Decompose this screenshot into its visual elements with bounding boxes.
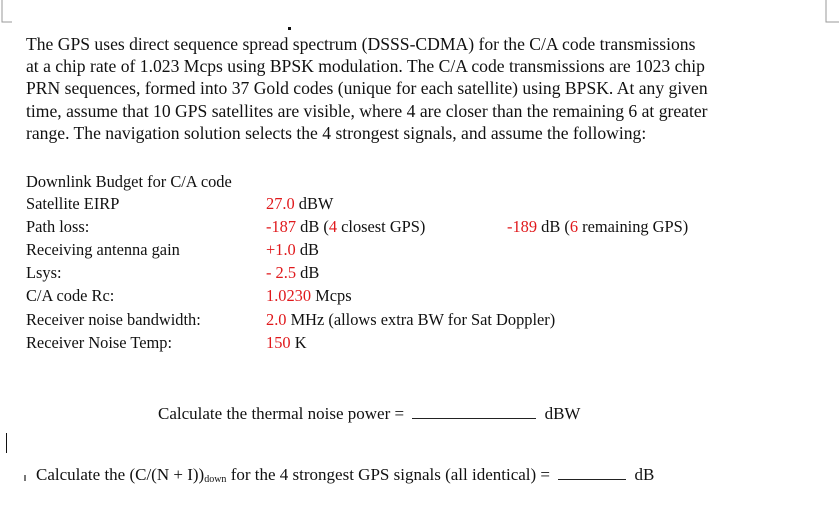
question-cni-subscript: down: [204, 474, 227, 485]
noise-temp-value: [266, 333, 307, 353]
noise-temp-unit: K: [290, 333, 307, 352]
path-loss-label: Path loss:: [26, 217, 90, 236]
path-loss-far-value: [507, 217, 688, 237]
question-cni: [36, 465, 654, 485]
lsys-unit: dB: [296, 263, 320, 282]
path-loss-far-number: -189: [507, 217, 538, 236]
text-cursor: [6, 433, 7, 453]
paragraph-line: The GPS uses direct sequence spread spectrum (DSSS-CDMA) for the C/A code transmissions: [26, 34, 696, 54]
antenna-gain-number: +1.0: [266, 240, 296, 259]
path-loss-close-number: -187: [266, 217, 297, 236]
lsys-label: Lsys:: [26, 263, 62, 282]
path-loss-close-tail: closest GPS): [337, 217, 426, 236]
paragraph-line: time, assume that 10 GPS satellites are visible, where 4 are closer than the remaining 6 at greater: [26, 100, 708, 121]
question-thermal-noise-text: Calculate the thermal noise power =: [158, 404, 405, 423]
crop-mark-top-right: [822, 0, 839, 26]
chip-rate-label: C/A code Rc:: [26, 286, 115, 305]
crop-mark-top-left: [0, 0, 14, 26]
noise-bw-unit: MHz (allows extra BW for Sat Doppler): [286, 310, 556, 329]
path-loss-far-mid: dB (: [537, 217, 570, 236]
noise-bw-value: [266, 310, 555, 330]
lsys-number: - 2.5: [266, 263, 297, 282]
question-thermal-noise-unit: dBW: [544, 404, 581, 423]
path-loss-close-value: [266, 217, 425, 237]
cni-answer-blank[interactable]: [558, 478, 626, 480]
question-cni-unit: dB: [634, 465, 655, 484]
question-cni-tail: for the 4 strongest GPS signals (all identical) =: [226, 465, 551, 484]
antenna-gain-unit: dB: [295, 240, 319, 259]
path-loss-close-mid: dB (: [296, 217, 329, 236]
question-cni-text: Calculate the (C/(N + I)): [36, 465, 205, 484]
noise-bw-label: Receiver noise bandwidth:: [26, 310, 201, 329]
thermal-noise-answer-blank[interactable]: [412, 417, 536, 419]
noise-bw-number: 2.0: [266, 310, 287, 329]
eirp-value: [266, 194, 333, 214]
budget-heading: Downlink Budget for C/A code: [26, 172, 232, 191]
chip-rate-value: [266, 286, 352, 306]
noise-temp-label: Receiver Noise Temp:: [26, 333, 173, 352]
paragraph-line: at a chip rate of 1.023 Mcps using BPSK modulation. The C/A code transmissions are 1023 chip: [26, 56, 705, 77]
path-loss-far-tail: remaining GPS): [578, 217, 689, 236]
noise-temp-number: 150: [266, 333, 291, 352]
antenna-gain-label: Receiving antenna gain: [26, 240, 180, 259]
eirp-number: 27.0: [266, 194, 295, 213]
text-cursor-dot: [288, 27, 291, 30]
chip-rate-unit: Mcps: [311, 286, 352, 305]
eirp-unit: dBW: [294, 194, 334, 213]
paragraph-line: range. The navigation solution selects the 4 strongest signals, and assume the following:: [26, 122, 647, 143]
path-loss-close-count: 4: [328, 217, 338, 236]
paragraph-line: PRN sequences, formed into 37 Gold codes (unique for each satellite) using BPSK. At any given: [26, 78, 708, 99]
lsys-value: [266, 263, 319, 283]
path-loss-far-count: 6: [569, 217, 579, 236]
list-bullet: [24, 475, 26, 481]
antenna-gain-value: [266, 240, 319, 260]
eirp-label: Satellite EIRP: [26, 194, 120, 213]
question-thermal-noise: [158, 404, 580, 424]
problem-paragraph: [26, 33, 816, 144]
chip-rate-number: 1.0230: [266, 286, 312, 305]
